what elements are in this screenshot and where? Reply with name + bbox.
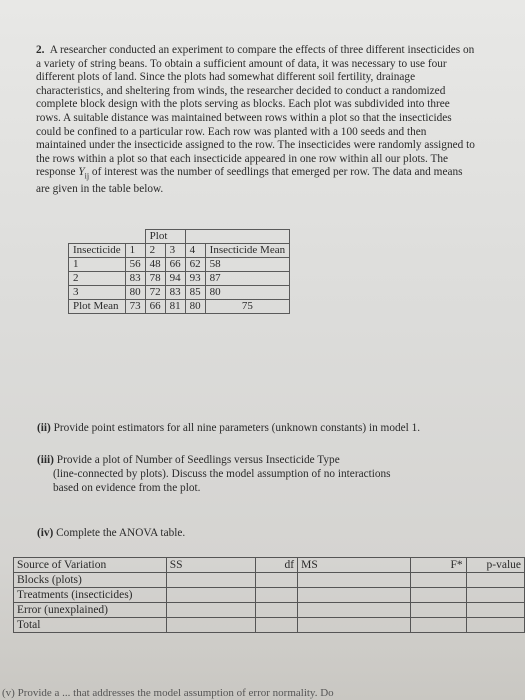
anova-cell[interactable] xyxy=(410,603,466,618)
table-cell: 72 xyxy=(145,286,165,300)
anova-header: df xyxy=(255,558,297,573)
anova-table xyxy=(13,557,525,633)
table-cell: 78 xyxy=(145,272,165,286)
column-header-row xyxy=(69,244,299,258)
anova-cell[interactable] xyxy=(298,618,411,633)
anova-cell[interactable] xyxy=(298,588,411,603)
part-label: (iv) xyxy=(37,527,54,539)
table-cell: 83 xyxy=(165,286,185,300)
anova-header: p-value xyxy=(466,558,524,573)
anova-source: Treatments (insecticides) xyxy=(14,588,167,603)
col-header: 3 xyxy=(165,244,185,258)
part-text: Provide a plot of Number of Seedlings versus Insecticide Type xyxy=(56,454,340,466)
grand-mean-cell: 75 xyxy=(205,300,289,314)
anova-cell[interactable] xyxy=(466,603,524,618)
anova-cell[interactable] xyxy=(255,573,297,588)
anova-cell[interactable] xyxy=(298,603,411,618)
anova-cell[interactable] xyxy=(166,588,255,603)
table-cell: 66 xyxy=(145,300,165,314)
response-subscript: ij xyxy=(84,171,90,181)
plot-mean-row xyxy=(69,300,299,314)
question-number: 2. xyxy=(36,44,45,56)
anova-cell[interactable] xyxy=(466,588,524,603)
table-row xyxy=(69,258,299,272)
anova-source: Total xyxy=(14,618,167,633)
part-iv xyxy=(37,526,507,540)
part-text: (line-connected by plots). Discuss the model assumption of no interactions xyxy=(53,468,391,480)
table-cell: 48 xyxy=(145,258,165,272)
response-symbol: Y xyxy=(78,166,85,179)
anova-row xyxy=(14,603,525,618)
question-2 xyxy=(36,44,476,197)
plot-header-row xyxy=(69,230,299,244)
part-text: Complete the ANOVA table. xyxy=(56,527,186,539)
anova-cell[interactable] xyxy=(166,618,255,633)
table-cell: 94 xyxy=(165,272,185,286)
part-text: based on evidence from the plot. xyxy=(53,482,201,494)
table-cell: 62 xyxy=(185,258,205,272)
table-cell: 93 xyxy=(185,272,205,286)
question-text-after: of interest was the number of seedlings that emerged per row. The data and means are given in the table below. xyxy=(36,166,463,196)
anova-cell[interactable] xyxy=(255,588,297,603)
anova-cell[interactable] xyxy=(166,573,255,588)
anova-header: SS xyxy=(166,558,255,573)
table-row xyxy=(69,272,299,286)
anova-source: Error (unexplained) xyxy=(14,603,167,618)
anova-cell[interactable] xyxy=(466,573,524,588)
table-cell: 2 xyxy=(69,272,126,286)
table-cell: Plot Mean xyxy=(69,300,126,314)
anova-cell[interactable] xyxy=(466,618,524,633)
part-label: (iii) xyxy=(37,454,54,466)
table-cell: 56 xyxy=(125,258,145,272)
table-cell: 85 xyxy=(185,286,205,300)
col-header: 1 xyxy=(125,244,145,258)
table-cell: 83 xyxy=(125,272,145,286)
col-header: Insecticide xyxy=(69,244,126,258)
plot-header: Plot xyxy=(145,230,185,244)
anova-cell[interactable] xyxy=(410,573,466,588)
col-header: 2 xyxy=(145,244,165,258)
anova-row xyxy=(14,618,525,633)
anova-header: MS xyxy=(298,558,411,573)
table-cell: 66 xyxy=(165,258,185,272)
table-cell: 73 xyxy=(125,300,145,314)
part-label: (ii) xyxy=(37,422,51,434)
anova-cell[interactable] xyxy=(298,573,411,588)
part-text: Provide point estimators for all nine parameters (unknown constants) in model 1. xyxy=(53,422,421,434)
seedling-data-table xyxy=(68,229,299,314)
table-cell: 80 xyxy=(125,286,145,300)
anova-cell[interactable] xyxy=(410,618,466,633)
table-cell: 1 xyxy=(69,258,126,272)
table-cell: 80 xyxy=(205,286,289,300)
part-iii xyxy=(37,453,507,495)
table-row xyxy=(69,286,299,300)
table-cell: 3 xyxy=(69,286,126,300)
anova-cell[interactable] xyxy=(255,618,297,633)
table-cell: 80 xyxy=(185,300,205,314)
anova-cell[interactable] xyxy=(410,588,466,603)
anova-cell[interactable] xyxy=(166,603,255,618)
table-cell: 87 xyxy=(205,272,289,286)
anova-cell[interactable] xyxy=(255,603,297,618)
anova-header: F* xyxy=(410,558,466,573)
cutoff-next-question: (v) Provide a ... that addresses the model assumption of error normality. Do xyxy=(2,687,334,699)
col-header: Insecticide Mean xyxy=(205,244,289,258)
anova-row xyxy=(14,588,525,603)
part-ii xyxy=(37,421,507,435)
anova-row xyxy=(14,573,525,588)
question-text-before: A researcher conducted an experiment to compare the effects of three different insecticides on a variety of string beans. To obtain a sufficient amount of data, it was necessary to use four different plots of land. Since the plots had somewhat different soil fertility, drainage characteristics, and sheltering from winds, the researcher decided to conduct a randomized complete block design with the plots serving as blocks. Each plot was subdivided into three rows. A suitable distance was maintained between rows within a plot so that the insecticides could be confined to a particular row. Each row was planted with a 100 seeds and then maintained under the insecticide assigned to the row. The insecticides were randomly assigned to the rows within a plot so that each insecticide appeared in one row within all our plots. The response xyxy=(36,44,475,179)
table-cell: 58 xyxy=(205,258,289,272)
anova-header-row xyxy=(14,558,525,573)
anova-source: Blocks (plots) xyxy=(14,573,167,588)
table-cell: 81 xyxy=(165,300,185,314)
col-header: 4 xyxy=(185,244,205,258)
anova-header: Source of Variation xyxy=(14,558,167,573)
